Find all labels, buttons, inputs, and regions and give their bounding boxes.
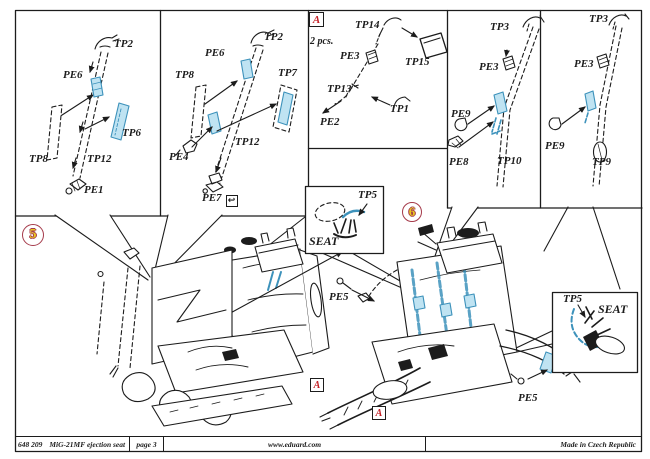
- part-label-tp2-p2: TP2: [264, 31, 283, 43]
- panel1-artwork: [47, 35, 129, 194]
- part-label-tp1: TP1: [390, 103, 409, 115]
- part-label-tp2-p1: TP2: [114, 38, 133, 50]
- panel2-artwork: [176, 30, 297, 193]
- part-label-pe3-p3: PE3: [340, 50, 360, 62]
- quantity-label: 2 pcs.: [310, 36, 334, 47]
- step-number-5: 5: [22, 224, 44, 246]
- part-label-pe8-p4: PE8: [449, 156, 469, 168]
- variant-a-badge-left: A: [310, 378, 324, 392]
- footer-product: [15, 437, 129, 452]
- pe7-text: PE7: [202, 192, 222, 204]
- part-label-pe3-p5: PE3: [574, 58, 594, 70]
- bend-symbol-icon: ↩: [226, 195, 238, 207]
- product-code: 648 209: [18, 440, 43, 449]
- footer-page: page 3: [129, 437, 163, 452]
- footer-bar: [15, 436, 642, 452]
- part-label-pe1-p1: PE1: [84, 184, 104, 196]
- part-label-pe3-p4: PE3: [479, 61, 499, 73]
- seat-label-bottom: SEAT: [598, 302, 628, 316]
- part-label-pe9-p4: PE9: [451, 108, 471, 120]
- part-label-pe6-p2: PE6: [205, 47, 225, 59]
- footer-origin: Made in Czech Republic: [425, 437, 642, 452]
- part-label-tp7-p2: TP7: [278, 67, 297, 79]
- part-label-pe5-left: PE5: [329, 291, 349, 303]
- part-label-pe6-p1: PE6: [63, 69, 83, 81]
- panel5-artwork: [549, 14, 629, 187]
- part-label-pe9-p5: PE9: [545, 140, 565, 152]
- part-label-pe5-right: PE5: [518, 392, 538, 404]
- seat-label-top: SEAT: [309, 234, 339, 248]
- part-label-tp8-p2: TP8: [175, 69, 194, 81]
- product-name: MiG-21MF ejection seat: [49, 440, 126, 449]
- step-number-6: 6: [402, 202, 422, 222]
- part-label-tp6-p1: TP6: [122, 127, 141, 139]
- part-label-tp10: TP10: [497, 155, 522, 167]
- variant-a-badge-right: A: [372, 406, 386, 420]
- part-label-pe7-p2: [202, 192, 238, 207]
- part-label-tp9: TP9: [592, 156, 611, 168]
- part-label-tp3-p5: TP3: [589, 13, 608, 25]
- variant-a-badge-panel3: A: [309, 12, 324, 27]
- part-label-pe4-p2: PE4: [169, 151, 189, 163]
- part-label-tp5-top: TP5: [358, 189, 377, 201]
- part-label-tp12-p1: TP12: [87, 153, 112, 165]
- part-label-tp8-p1: TP8: [29, 153, 48, 165]
- part-label-tp3-p4: TP3: [490, 21, 509, 33]
- part-label-tp15: TP15: [405, 56, 430, 68]
- part-label-pe2: PE2: [320, 116, 340, 128]
- part-label-tp12-p2: TP12: [235, 136, 260, 148]
- part-label-tp5-bottom: TP5: [563, 293, 582, 305]
- part-label-tp14: TP14: [355, 19, 380, 31]
- footer-website: www.eduard.com: [163, 437, 425, 452]
- part-label-tp13: TP13: [327, 83, 352, 95]
